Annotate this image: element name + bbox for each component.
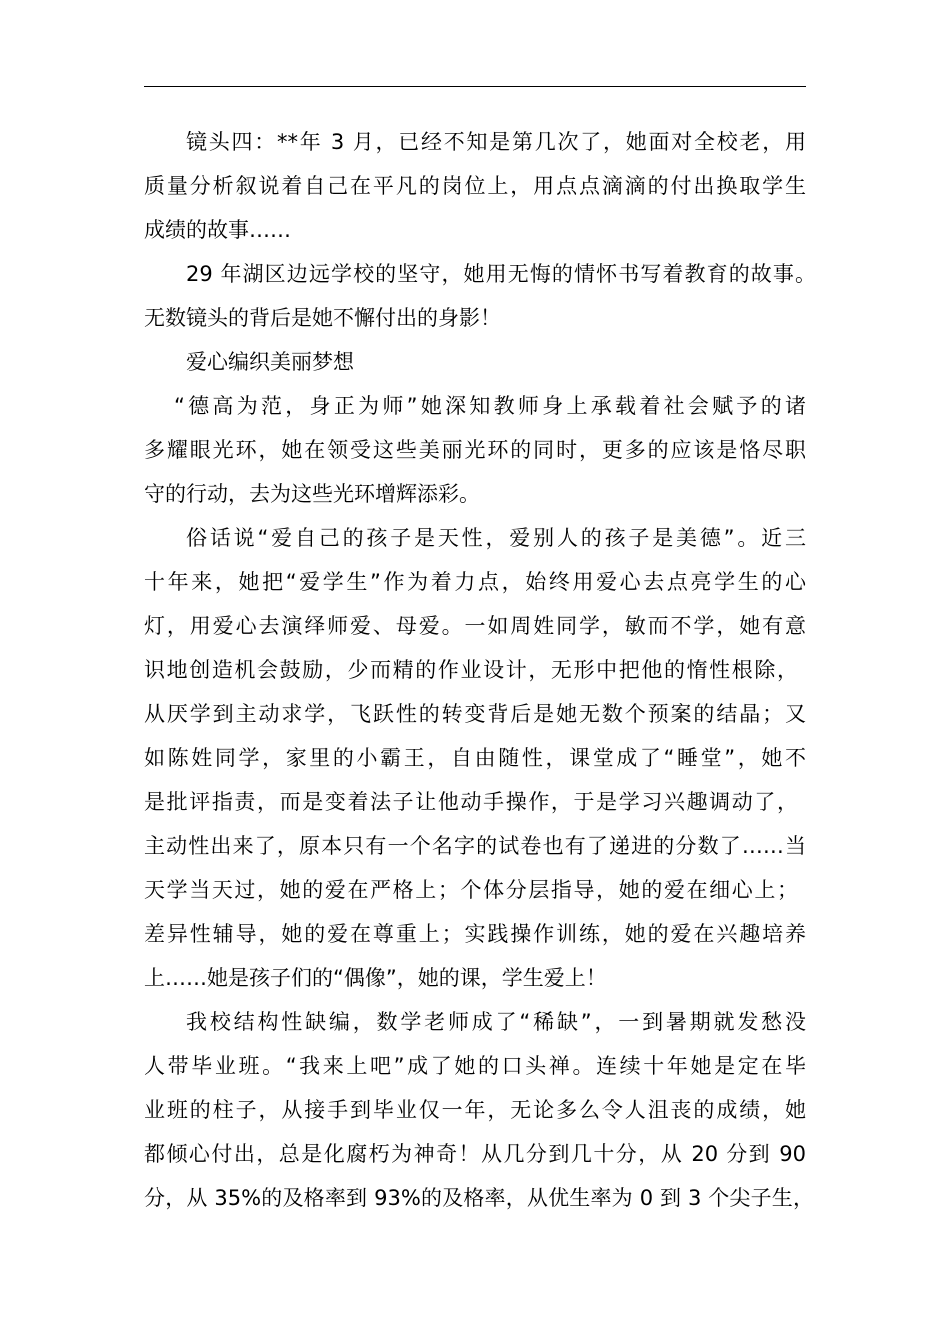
text-line: 俗话说“爱自己的孩子是天性，爱别人的孩子是美德”。近三	[186, 526, 806, 550]
section-heading: 爱心编织美丽梦想	[186, 350, 354, 374]
text-line: 无数镜头的背后是她不懈付出的身影！	[144, 306, 501, 330]
text-line: 成绩的故事……	[144, 218, 291, 242]
text-line: 天学当天过，她的爱在严格上；个体分层指导，她的爱在细心上；	[144, 878, 798, 902]
text-line: 守的行动，去为这些光环增辉添彩。	[144, 482, 480, 506]
text-line: 分，从 35%的及格率到 93%的及格率，从优生率为 0 到 3 个尖子生，	[144, 1186, 814, 1210]
text-line: 从厌学到主动求学，飞跃性的转变背后是她无数个预案的结晶；又	[144, 702, 806, 726]
text-line: 镜头四：**年 3 月，已经不知是第几次了，她面对全校老，用	[186, 130, 806, 154]
text-line: 都倾心付出，总是化腐朽为神奇！从几分到几十分，从 20 分到 90	[144, 1142, 806, 1166]
text-line: 十年来，她把“爱学生”作为着力点，始终用爱心去点亮学生的心	[144, 570, 806, 594]
text-line: 多耀眼光环，她在领受这些美丽光环的同时，更多的应该是恪尽职	[144, 438, 806, 462]
text-line: 差异性辅导，她的爱在尊重上；实践操作训练，她的爱在兴趣培养	[144, 922, 806, 946]
text-line: 识地创造机会鼓励，少而精的作业设计，无形中把他的惰性根除，	[144, 658, 798, 682]
text-line: 主动性出来了，原本只有一个名字的试卷也有了递进的分数了……当	[144, 834, 806, 858]
text-line: 上……她是孩子们的“偶像”，她的课，学生爱上！	[144, 966, 607, 990]
text-line: 业班的柱子，从接手到毕业仅一年，无论多么令人沮丧的成绩，她	[144, 1098, 806, 1122]
text-line: 灯，用爱心去演绎师爱、母爱。一如周姓同学，敏而不学，她有意	[144, 614, 806, 638]
text-line: “德高为范，身正为师”她深知教师身上承载着社会赋予的诸	[174, 394, 806, 418]
text-line: 是批评指责，而是变着法子让他动手操作，于是学习兴趣调动了，	[144, 790, 798, 814]
text-line: 我校结构性缺编，数学老师成了“稀缺”，一到暑期就发愁没	[186, 1010, 806, 1034]
text-line: 29 年湖区边远学校的坚守，她用无悔的情怀书写着教育的故事。	[186, 262, 816, 286]
text-line: 质量分析叙说着自己在平凡的岗位上，用点点滴滴的付出换取学生	[144, 174, 806, 198]
text-line: 如陈姓同学，家里的小霸王，自由随性，课堂成了“睡堂”，她不	[144, 746, 806, 770]
header-rule	[144, 86, 806, 87]
text-line: 人带毕业班。“我来上吧”成了她的口头禅。连续十年她是定在毕	[144, 1054, 806, 1078]
